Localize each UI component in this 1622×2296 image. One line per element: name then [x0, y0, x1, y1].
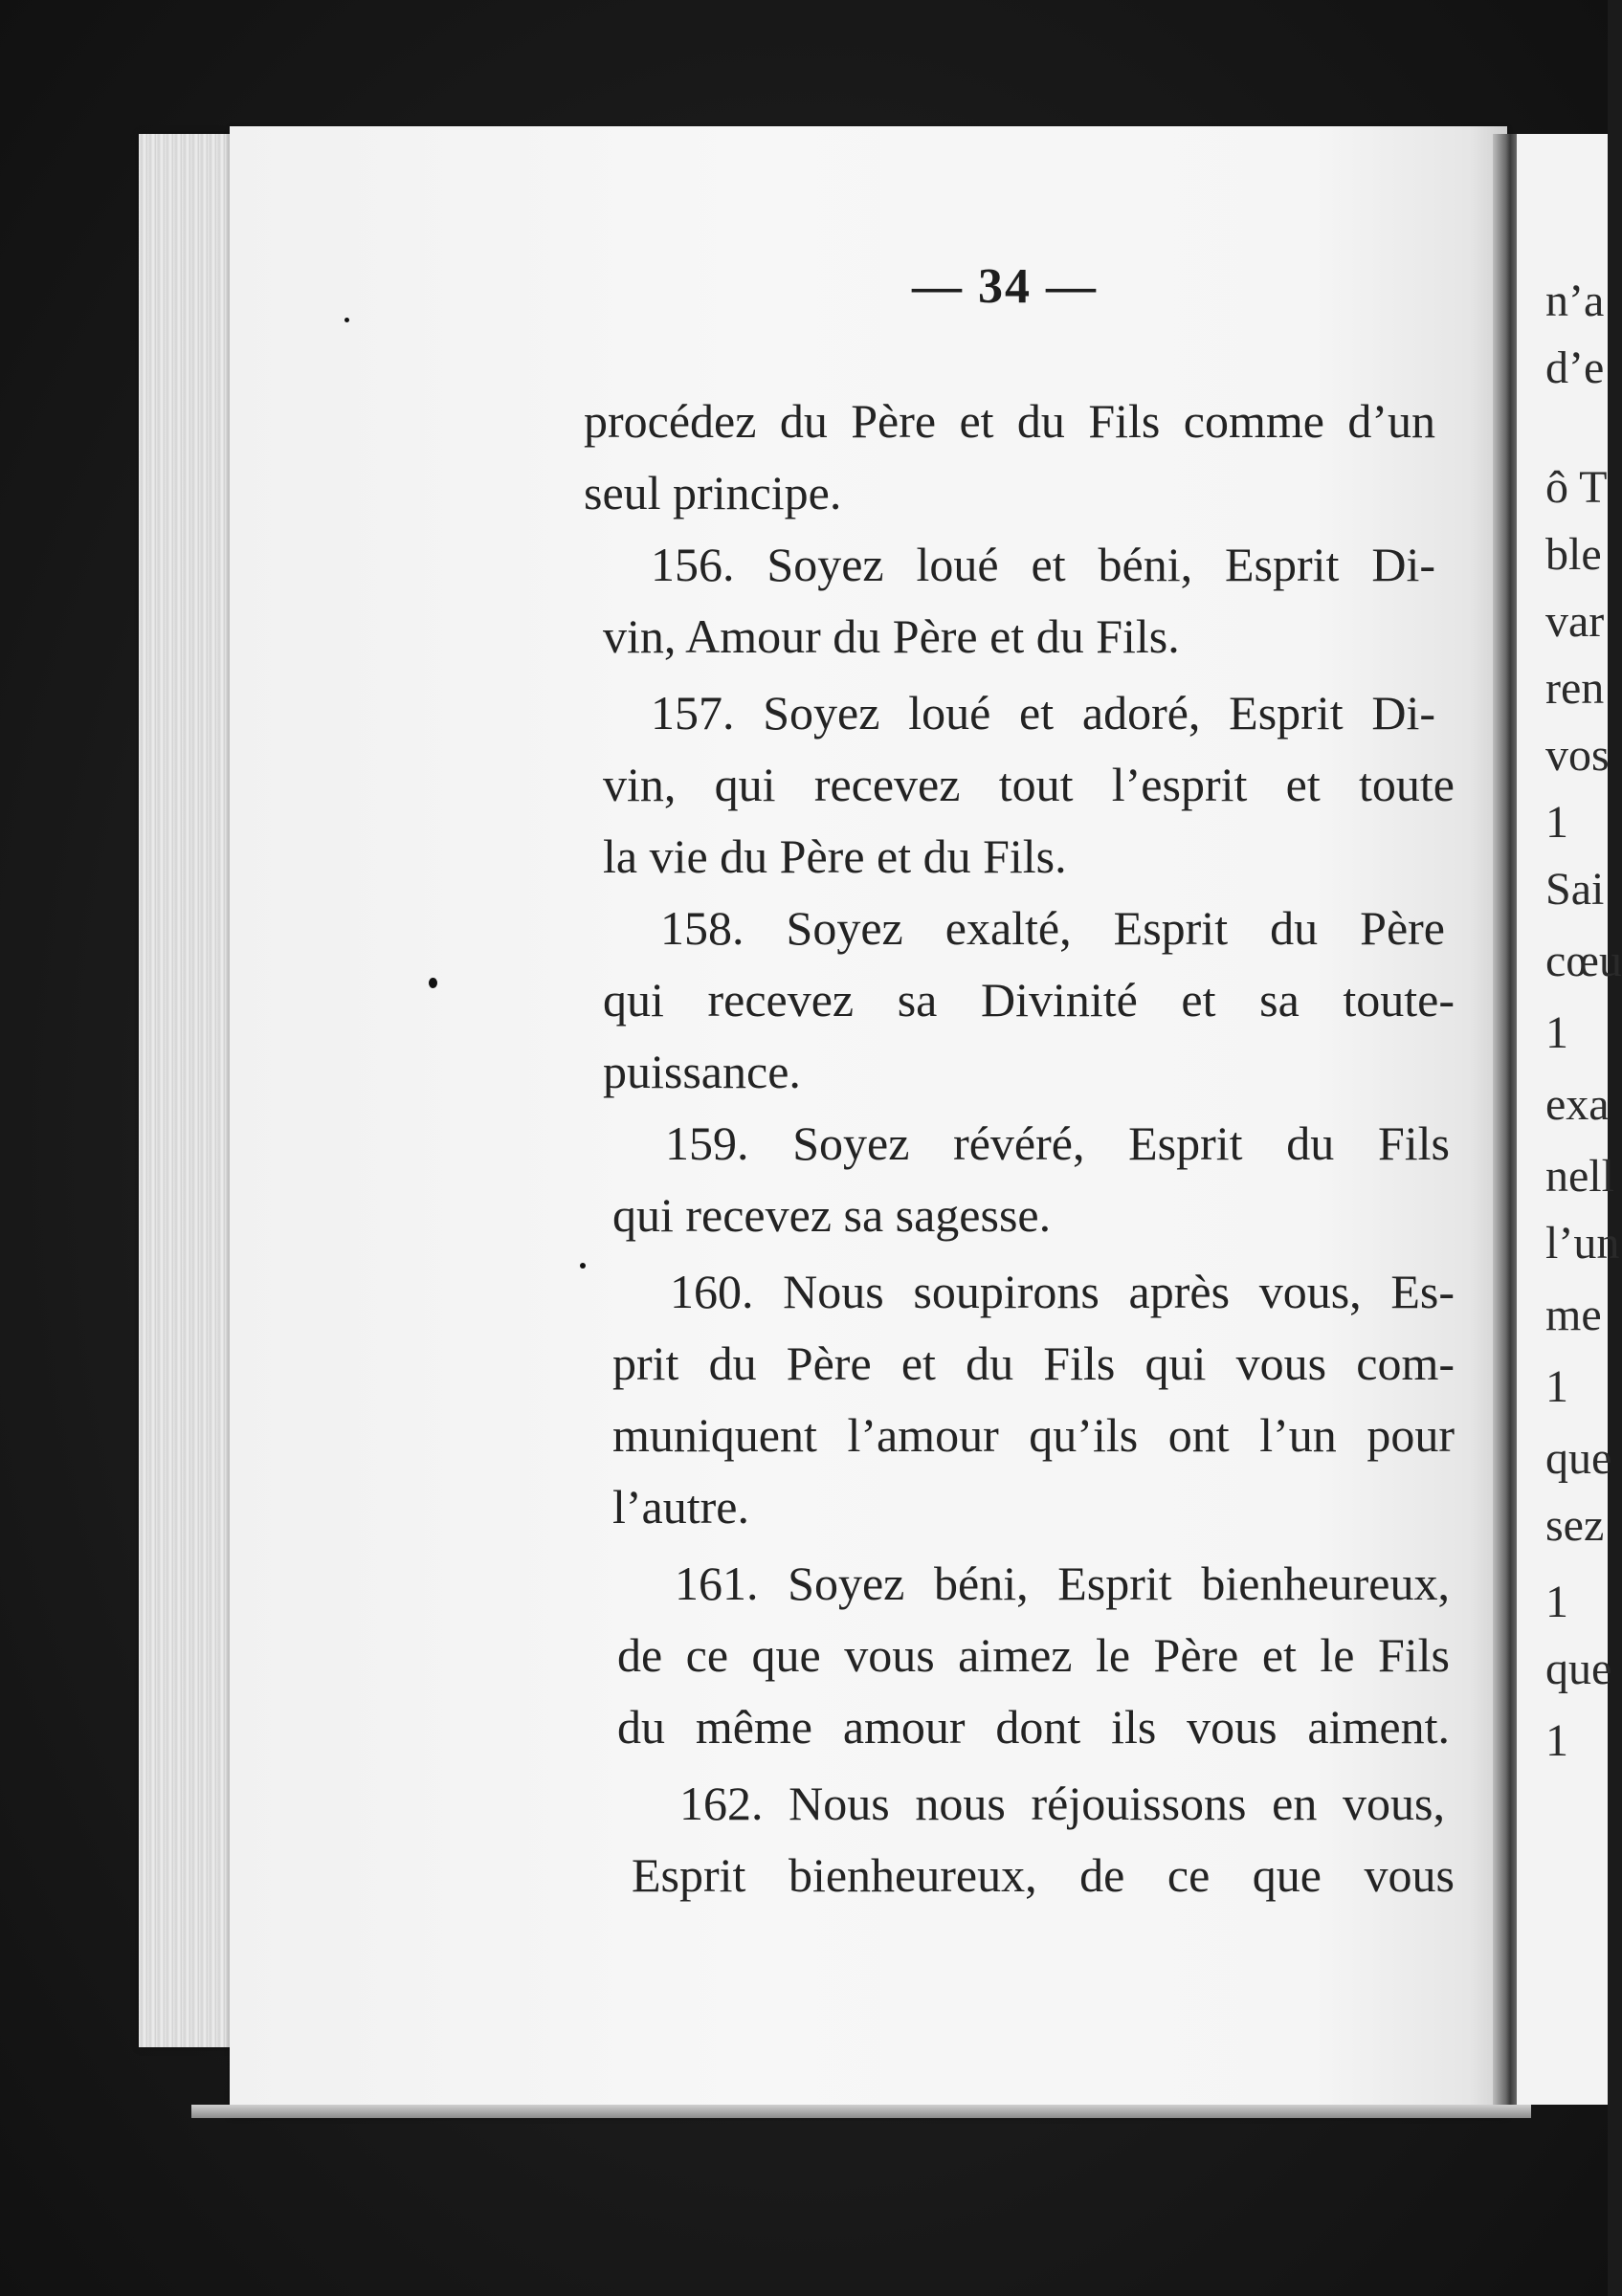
- text-line: puissance.: [603, 1045, 801, 1098]
- text-line: prit du Père et du Fils qui vous com-: [612, 1336, 1455, 1390]
- right-page-fragment: Sai: [1545, 864, 1605, 915]
- right-page-fragment: ren: [1545, 663, 1605, 714]
- bottom-page-edge: [191, 2105, 1531, 2118]
- right-page-fragment: 1: [1545, 797, 1568, 848]
- text-line: de ce que vous aimez le Père et le Fils: [617, 1628, 1450, 1682]
- right-page-fragment: var: [1545, 596, 1605, 647]
- text-line: Esprit bienheureux, de ce que vous: [632, 1848, 1455, 1902]
- text-line: procédez du Père et du Fils comme d’un: [584, 394, 1435, 448]
- right-page: [1517, 134, 1622, 2105]
- speck: [580, 1263, 586, 1269]
- text-line: qui recevez sa Divinité et sa toute-: [603, 973, 1455, 1027]
- text-line: l’autre.: [612, 1480, 749, 1534]
- right-page-fragment: exa: [1545, 1079, 1610, 1130]
- page-number: — 34 —: [912, 259, 1098, 314]
- right-page-fragment: 1: [1545, 1577, 1568, 1627]
- right-page-fragment: l’un: [1545, 1218, 1620, 1269]
- right-page-fragment: que: [1545, 1644, 1612, 1694]
- right-page-fragment: 1: [1545, 1361, 1568, 1412]
- text-line: 157. Soyez loué et adoré, Esprit Di-: [651, 686, 1435, 740]
- right-page-fragment: ble: [1545, 529, 1602, 580]
- text-line: vin, qui recevez tout l’esprit et toute: [603, 758, 1455, 811]
- text-line: 156. Soyez loué et béni, Esprit Di-: [651, 538, 1435, 591]
- speck: [344, 318, 349, 322]
- text-line: 158. Soyez exalté, Esprit du Père: [660, 901, 1445, 955]
- text-line: du même amour dont ils vous aiment.: [617, 1700, 1450, 1754]
- right-page-fragment: ô T: [1545, 462, 1608, 513]
- text-line: qui recevez sa sagesse.: [612, 1188, 1052, 1242]
- right-page-fragment: d’e: [1545, 342, 1605, 393]
- right-page-fragment: vos: [1545, 730, 1610, 781]
- right-page-fragment: 1: [1545, 1715, 1568, 1766]
- text-line: 162. Nous nous réjouissons en vous,: [679, 1777, 1445, 1830]
- right-page-fragment: nell: [1545, 1151, 1614, 1202]
- right-page-fragment: me: [1545, 1290, 1602, 1340]
- text-line: 160. Nous soupirons après vous, Es-: [670, 1265, 1455, 1318]
- text-line: muniquent l’amour qu’ils ont l’un pour: [612, 1408, 1455, 1462]
- right-page-fragment: sez: [1545, 1500, 1605, 1551]
- text-line: seul principe.: [584, 466, 842, 519]
- text-line: la vie du Père et du Fils.: [603, 829, 1067, 883]
- speck: [429, 978, 437, 988]
- page-edges: [139, 134, 244, 2047]
- text-line: 159. Soyez révéré, Esprit du Fils: [665, 1116, 1450, 1170]
- text-line: vin, Amour du Père et du Fils.: [603, 609, 1180, 663]
- right-page-fragment: 1: [1545, 1007, 1568, 1058]
- right-page-fragment: n’a: [1545, 276, 1605, 326]
- text-line: 161. Soyez béni, Esprit bienheureux,: [675, 1556, 1450, 1610]
- right-page-fragment: cœu: [1545, 936, 1622, 986]
- right-page-fragment: que: [1545, 1433, 1612, 1484]
